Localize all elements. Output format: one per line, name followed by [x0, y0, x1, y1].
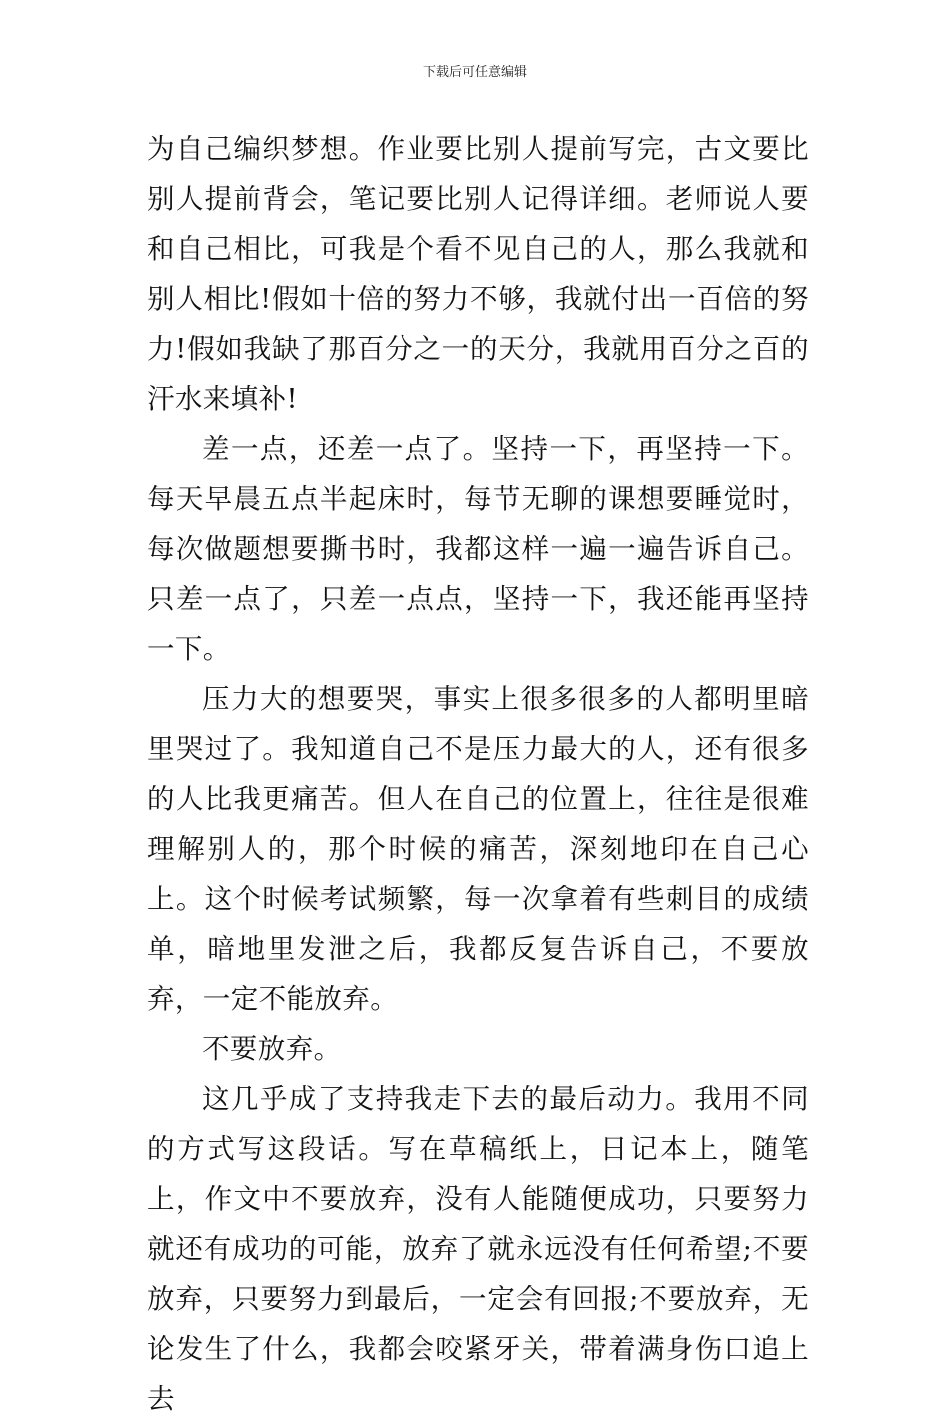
paragraph-1: 为自己编织梦想。作业要比别人提前写完，古文要比别人提前背会，笔记要比别人记得详细。老师说人要和自己相比，可我是个看不见自己的人，那么我就和别人相比!假如十倍的努力不够，我就付出一百倍的努力!假如我缺了那百分之一的天分，我就用百分之百的汗水来填补!: [147, 133, 809, 415]
paragraph-3: 压力大的想要哭，事实上很多很多的人都明里暗里哭过了。我知道自己不是压力最大的人，还有很多的人比我更痛苦。但人在自己的位置上，往往是很难理解别人的，那个时候的痛苦，深刻地印在自己心上。这个时候考试频繁，每一次拿着有些刺目的成绩单，暗地里发泄之后，我都反复告诉自己，不要放弃，一定不能放弃。: [147, 683, 809, 1015]
paragraph-5: 这几乎成了支持我走下去的最后动力。我用不同的方式写这段话。写在草稿纸上，日记本上，随笔上，作文中不要放弃，没有人能随便成功，只要努力就还有成功的可能，放弃了就永远没有任何希望;不要放弃，只要努力到最后，一定会有回报;不要放弃，无论发生了什么，我都会咬紧牙关，带着满身伤口追上去: [147, 1083, 809, 1415]
document-body: [147, 124, 809, 1424]
paragraph-4: 不要放弃。: [202, 1033, 342, 1065]
paragraph-2: 差一点，还差一点了。坚持一下，再坚持一下。每天早晨五点半起床时，每节无聊的课想要睡觉时，每次做题想要撕书时，我都这样一遍一遍告诉自己。只差一点了，只差一点点，坚持一下，我还能再坚持一下。: [147, 433, 809, 665]
page-header: 下载后可任意编辑: [422, 65, 527, 80]
